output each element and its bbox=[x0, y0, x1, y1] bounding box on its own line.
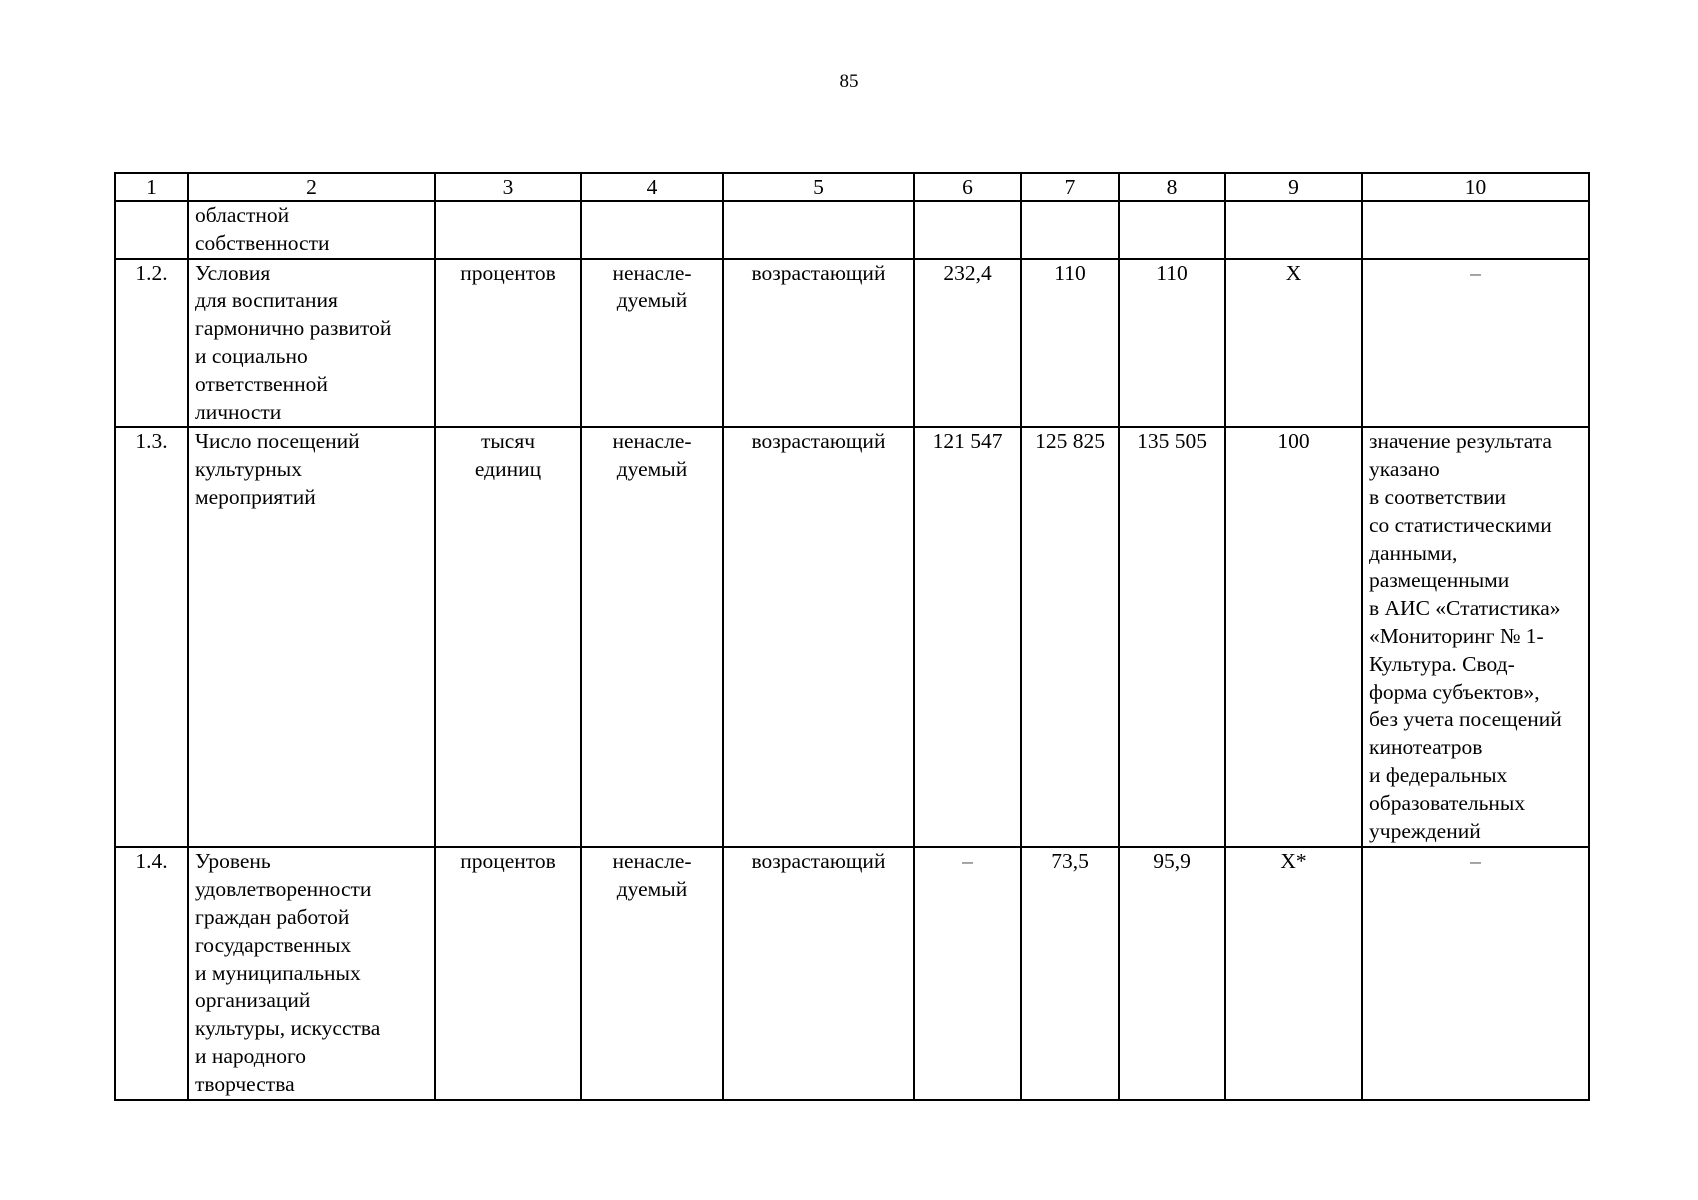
note-cell-line: в АИС «Статистика» bbox=[1369, 596, 1561, 621]
unit-cell bbox=[435, 201, 581, 259]
indicator-type-cell-line: ненасле- bbox=[612, 260, 692, 285]
indicator-type-cell bbox=[581, 201, 723, 259]
indicator-name-cell-line: Условия bbox=[195, 260, 271, 285]
row-number-cell: 1.3. bbox=[115, 427, 188, 847]
indicator-name-cell bbox=[188, 259, 435, 428]
column-number: 6 bbox=[914, 173, 1021, 201]
indicator-name-cell-line: собственности bbox=[195, 230, 330, 255]
indicator-name-cell-line: Уровень bbox=[195, 849, 271, 874]
indicator-name-cell bbox=[188, 427, 435, 847]
note-cell-line: значение результата bbox=[1369, 429, 1552, 454]
unit-cell bbox=[435, 847, 581, 1099]
column-number: 5 bbox=[723, 173, 914, 201]
indicator-name-cell bbox=[188, 847, 435, 1099]
column-number: 3 bbox=[435, 173, 581, 201]
table-row bbox=[115, 201, 1589, 259]
indicator-name-cell-line: творчества bbox=[195, 1071, 295, 1096]
note-cell-line: без учета посещений bbox=[1369, 707, 1562, 732]
row-number-cell bbox=[115, 201, 188, 259]
note-cell-line: размещенными bbox=[1369, 568, 1510, 593]
value-col6-cell bbox=[914, 201, 1021, 259]
indicator-name-cell-line: мероприятий bbox=[195, 484, 316, 509]
value-col8-cell bbox=[1119, 201, 1225, 259]
row-number-cell: 1.4. bbox=[115, 847, 188, 1099]
table-row bbox=[115, 427, 1589, 847]
indicator-name-cell-line: для воспитания bbox=[195, 288, 338, 313]
indicator-name-cell-line: культурных bbox=[195, 457, 302, 482]
note-cell bbox=[1362, 847, 1589, 1099]
column-number: 2 bbox=[188, 173, 435, 201]
indicator-name-cell-line: и народного bbox=[195, 1043, 307, 1068]
indicator-name-cell-line: Число посещений bbox=[195, 429, 360, 454]
unit-cell-line: тысяч bbox=[480, 429, 536, 454]
value-col7-cell: 125 825 bbox=[1021, 427, 1119, 847]
value-col6-cell: 232,4 bbox=[914, 259, 1021, 428]
note-cell-line: данными, bbox=[1369, 540, 1458, 565]
indicator-name-cell-line: культуры, искусства bbox=[195, 1016, 381, 1041]
note-cell-line: в соответствии bbox=[1369, 484, 1507, 509]
page-number: 85 bbox=[839, 71, 859, 92]
note-cell-line: – bbox=[1470, 849, 1481, 874]
table-row bbox=[115, 847, 1589, 1099]
indicator-name-cell-line: личности bbox=[195, 399, 282, 424]
unit-cell bbox=[435, 427, 581, 847]
indicator-name-cell-line: и муниципальных bbox=[195, 960, 361, 985]
direction-cell bbox=[723, 201, 914, 259]
unit-cell-line: процентов bbox=[460, 849, 556, 874]
column-number: 10 bbox=[1362, 173, 1589, 201]
column-number: 4 bbox=[581, 173, 723, 201]
note-cell-line: «Мониторинг № 1- bbox=[1369, 623, 1544, 648]
indicator-type-cell bbox=[581, 427, 723, 847]
unit-cell-line: единиц bbox=[474, 457, 542, 482]
indicator-type-cell bbox=[581, 259, 723, 428]
value-col9-cell: Х bbox=[1225, 259, 1362, 428]
column-number: 1 bbox=[115, 173, 188, 201]
results-table bbox=[114, 172, 1590, 1101]
indicator-name-cell-line: удовлетворенности bbox=[195, 877, 372, 902]
indicator-name-cell-line: организаций bbox=[195, 988, 311, 1013]
note-cell-line: и федеральных bbox=[1369, 762, 1508, 787]
unit-cell bbox=[435, 259, 581, 428]
note-cell-line: учреждений bbox=[1369, 818, 1481, 843]
column-number: 9 bbox=[1225, 173, 1362, 201]
note-cell bbox=[1362, 259, 1589, 428]
indicator-name-cell-line: и социально bbox=[195, 343, 308, 368]
note-cell-line: форма субъектов», bbox=[1369, 679, 1540, 704]
value-col9-cell: Х* bbox=[1225, 847, 1362, 1099]
indicator-type-cell-line: дуемый bbox=[616, 288, 688, 313]
value-col7-cell: 110 bbox=[1021, 259, 1119, 428]
indicator-type-cell-line: ненасле- bbox=[612, 849, 692, 874]
value-col8-cell: 135 505 bbox=[1119, 427, 1225, 847]
direction-cell: возрастающий bbox=[723, 847, 914, 1099]
indicator-name-cell-line: гармонично развитой bbox=[195, 316, 392, 341]
value-col6-cell: – bbox=[914, 847, 1021, 1099]
value-col9-cell bbox=[1225, 201, 1362, 259]
direction-cell: возрастающий bbox=[723, 427, 914, 847]
value-col8-cell: 110 bbox=[1119, 259, 1225, 428]
column-number: 8 bbox=[1119, 173, 1225, 201]
note-cell-line: кинотеатров bbox=[1369, 735, 1483, 760]
indicator-name-cell-line: граждан работой bbox=[195, 904, 350, 929]
value-col8-cell: 95,9 bbox=[1119, 847, 1225, 1099]
column-number-row bbox=[115, 173, 1589, 201]
indicator-type-cell bbox=[581, 847, 723, 1099]
value-col9-cell: 100 bbox=[1225, 427, 1362, 847]
indicator-name-cell-line: областной bbox=[195, 203, 290, 227]
note-cell-line: – bbox=[1470, 260, 1481, 285]
indicator-name-cell bbox=[188, 201, 435, 259]
indicator-type-cell-line: дуемый bbox=[616, 457, 688, 482]
unit-cell-line: процентов bbox=[460, 260, 556, 285]
note-cell bbox=[1362, 201, 1589, 259]
note-cell bbox=[1362, 427, 1589, 847]
note-cell-line: образовательных bbox=[1369, 790, 1526, 815]
column-number: 7 bbox=[1021, 173, 1119, 201]
table-row bbox=[115, 259, 1589, 428]
value-col7-cell bbox=[1021, 201, 1119, 259]
value-col7-cell: 73,5 bbox=[1021, 847, 1119, 1099]
note-cell-line: со статистическими bbox=[1369, 512, 1552, 537]
indicator-type-cell-line: дуемый bbox=[616, 877, 688, 902]
row-number-cell: 1.2. bbox=[115, 259, 188, 428]
indicator-name-cell-line: ответственной bbox=[195, 371, 328, 396]
note-cell-line: Культура. Свод- bbox=[1369, 651, 1515, 676]
value-col6-cell: 121 547 bbox=[914, 427, 1021, 847]
indicator-name-cell-line: государственных bbox=[195, 932, 352, 957]
note-cell-line: указано bbox=[1369, 457, 1440, 482]
direction-cell: возрастающий bbox=[723, 259, 914, 428]
indicator-type-cell-line: ненасле- bbox=[612, 429, 692, 454]
